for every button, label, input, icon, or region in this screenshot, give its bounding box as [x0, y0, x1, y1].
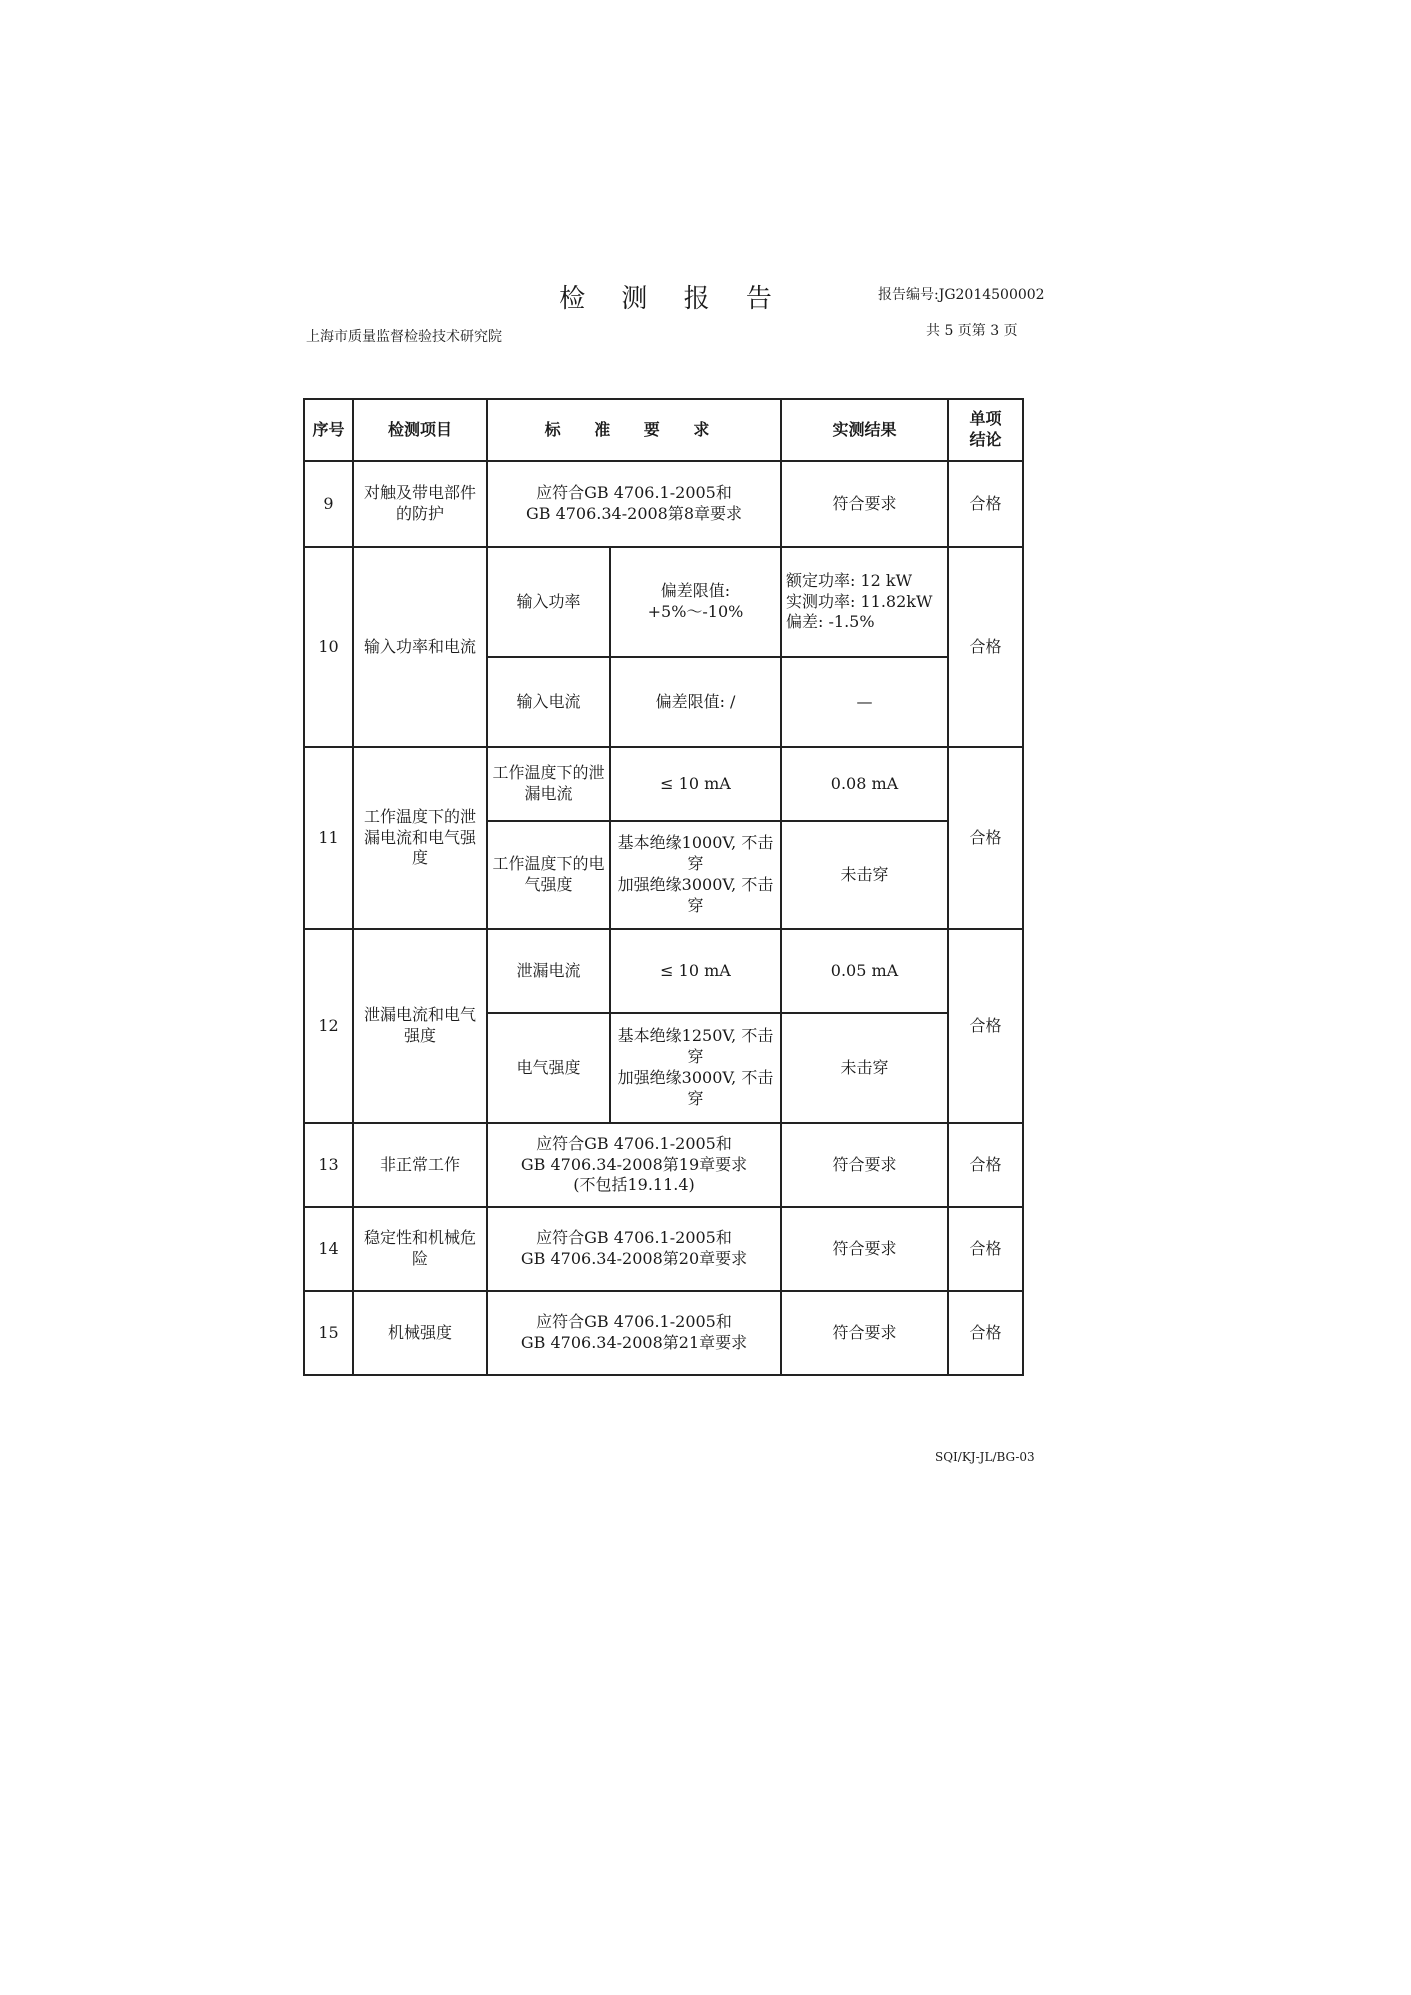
page-info: 共 5 页第 3 页	[926, 323, 1018, 339]
row-result: 符合要求	[781, 461, 948, 547]
row-result: 符合要求	[781, 1291, 948, 1375]
row-item: 对触及带电部件的防护	[353, 461, 487, 547]
subitem-standard: 偏差限值: +5%～-10%	[610, 547, 781, 657]
row-no: 11	[304, 747, 353, 929]
row-item: 泄漏电流和电气强度	[353, 929, 487, 1123]
row-conclusion: 合格	[948, 929, 1023, 1123]
row-no: 9	[304, 461, 353, 547]
row-standard: 应符合GB 4706.1-2005和 GB 4706.34-2008第19章要求 (不包括19.11.4)	[487, 1123, 781, 1207]
subitem-standard: 基本绝缘1250V, 不击穿 加强绝缘3000V, 不击穿	[610, 1013, 781, 1123]
subitem-standard: ≤ 10 mA	[610, 747, 781, 821]
row-conclusion: 合格	[948, 1291, 1023, 1375]
subitem: 输入功率	[487, 547, 610, 657]
row-item: 非正常工作	[353, 1123, 487, 1207]
institute-name: 上海市质量监督检验技术研究院	[306, 329, 502, 345]
table-row	[304, 747, 1023, 821]
row-conclusion: 合格	[948, 461, 1023, 547]
header-standard: 标 准 要 求	[487, 399, 781, 461]
header-conclusion: 单项 结论	[948, 399, 1023, 461]
row-conclusion: 合格	[948, 1123, 1023, 1207]
inspection-table	[303, 398, 1024, 1376]
subitem: 泄漏电流	[487, 929, 610, 1013]
row-no: 12	[304, 929, 353, 1123]
subitem-standard: ≤ 10 mA	[610, 929, 781, 1013]
row-result: 符合要求	[781, 1123, 948, 1207]
row-no: 15	[304, 1291, 353, 1375]
subitem-standard: 偏差限值: /	[610, 657, 781, 747]
header-item: 检测项目	[353, 399, 487, 461]
row-standard: 应符合GB 4706.1-2005和 GB 4706.34-2008第20章要求	[487, 1207, 781, 1291]
row-standard: 应符合GB 4706.1-2005和 GB 4706.34-2008第8章要求	[487, 461, 781, 547]
row-conclusion: 合格	[948, 1207, 1023, 1291]
subitem-standard: 基本绝缘1000V, 不击穿 加强绝缘3000V, 不击穿	[610, 821, 781, 929]
form-code: SQI/KJ-JL/BG-03	[935, 1450, 1035, 1464]
header-no: 序号	[304, 399, 353, 461]
subitem-result: 未击穿	[781, 1013, 948, 1123]
subitem: 工作温度下的电气强度	[487, 821, 610, 929]
row-result: 符合要求	[781, 1207, 948, 1291]
document-title: 检 测 报 告	[559, 284, 786, 314]
subitem-result: 0.08 mA	[781, 747, 948, 821]
row-no: 13	[304, 1123, 353, 1207]
table-row	[304, 929, 1023, 1013]
subitem-result: 0.05 mA	[781, 929, 948, 1013]
row-standard: 应符合GB 4706.1-2005和 GB 4706.34-2008第21章要求	[487, 1291, 781, 1375]
table-header-row	[304, 399, 1023, 461]
table-row	[304, 461, 1023, 547]
table-row	[304, 1123, 1023, 1207]
subitem-result: 未击穿	[781, 821, 948, 929]
subitem: 输入电流	[487, 657, 610, 747]
row-conclusion: 合格	[948, 747, 1023, 929]
row-item: 稳定性和机械危险	[353, 1207, 487, 1291]
row-no: 10	[304, 547, 353, 747]
row-item: 工作温度下的泄漏电流和电气强度	[353, 747, 487, 929]
table-row	[304, 1291, 1023, 1375]
subitem-result: —	[781, 657, 948, 747]
row-conclusion: 合格	[948, 547, 1023, 747]
subitem: 工作温度下的泄漏电流	[487, 747, 610, 821]
subitem: 电气强度	[487, 1013, 610, 1123]
table-row	[304, 547, 1023, 657]
row-no: 14	[304, 1207, 353, 1291]
row-item: 机械强度	[353, 1291, 487, 1375]
row-item: 输入功率和电流	[353, 547, 487, 747]
header-result: 实测结果	[781, 399, 948, 461]
table-row	[304, 1207, 1023, 1291]
subitem-result: 额定功率: 12 kW 实测功率: 11.82kW 偏差: -1.5%	[781, 547, 948, 657]
report-number: 报告编号:JG2014500002	[878, 287, 1045, 303]
